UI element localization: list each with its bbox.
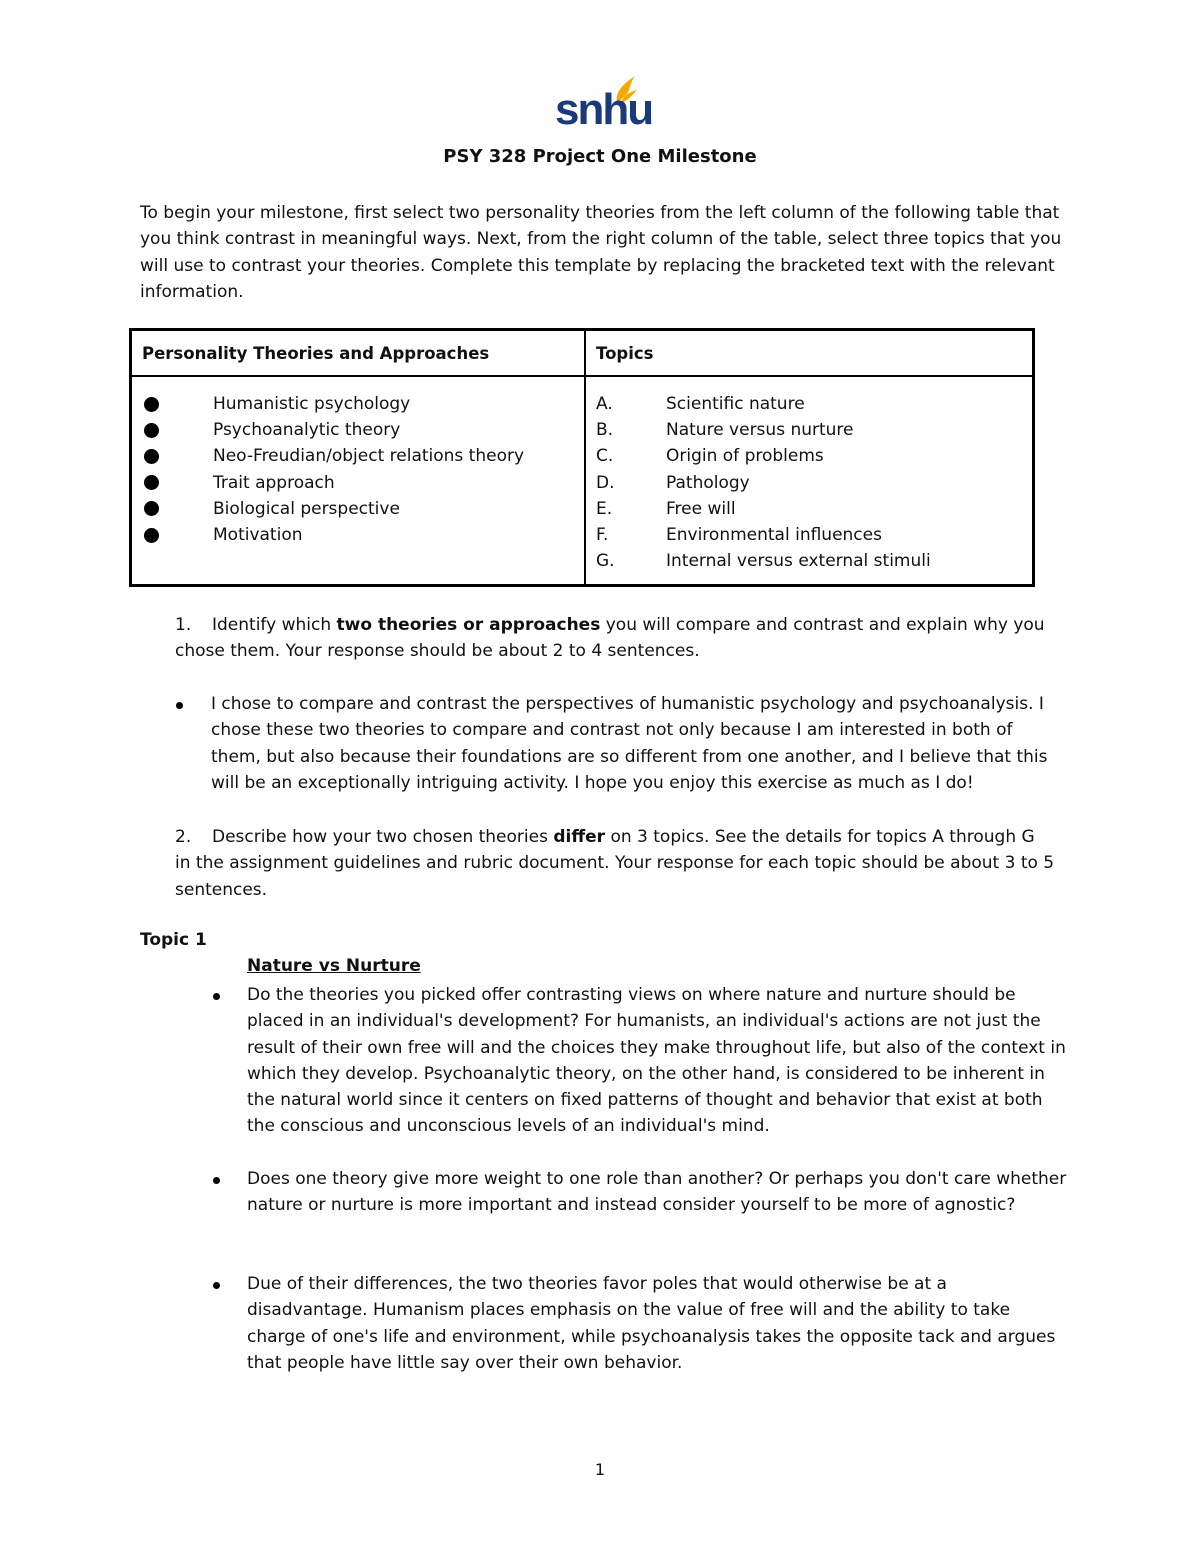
list-item: C. Origin of problems xyxy=(596,446,824,467)
bullet-icon xyxy=(144,475,159,490)
list-item: D. Pathology xyxy=(596,472,750,493)
bullet-icon xyxy=(144,449,159,464)
topic-1-bullet-3: Due of their differences, the two theories favor poles that would otherwise be at a disadvantage. Humanism places emphasis on the value of free will and the ability to take charge of one's life and environment, while psychoanalysis takes the opposite tack and argues that people have little say over their own behavior. xyxy=(247,1274,1056,1373)
topics-cell xyxy=(585,376,1034,586)
bullet-icon xyxy=(210,1272,222,1289)
list-item: F. Environmental influences xyxy=(596,525,882,546)
theories-cell xyxy=(131,376,586,586)
snhu-logo xyxy=(555,74,653,134)
bullet-icon xyxy=(144,528,159,543)
question-2: 2. Describe how your two chosen theories differ on 3 topics. See the details for topics A through G in the assignment guidelines and rubric document. Your response for each topic should be about 3 to 5 sentences. xyxy=(175,827,1055,900)
list-item: E. Free will xyxy=(596,498,736,519)
bullet-icon xyxy=(173,692,185,709)
bullet-icon xyxy=(144,423,159,438)
bullet-icon xyxy=(144,501,159,516)
topic-1-bullet-2: Does one theory give more weight to one role than another? Or perhaps you don't care whether nature or nurture is more important and instead consider yourself to be more of agnostic? xyxy=(247,1169,1067,1216)
question-1: 1. Identify which two theories or approaches you will compare and contrast and explain why you chose them. Your response should be about 2 to 4 sentences. xyxy=(175,615,1045,662)
list-item: Trait approach xyxy=(142,470,574,496)
topic-1-heading: Topic 1 xyxy=(140,930,207,950)
page-title: PSY 328 Project One Milestone xyxy=(443,146,757,167)
list-item: Neo-Freudian/object relations theory xyxy=(142,443,574,469)
theories-topics-table xyxy=(129,328,1035,587)
bullet-icon xyxy=(144,397,159,412)
logo-wordmark: snhu xyxy=(555,85,653,134)
bullet-icon xyxy=(210,983,222,1000)
table-header-theories: Personality Theories and Approaches xyxy=(131,330,586,377)
topic-1-subheading: Nature vs Nurture xyxy=(247,956,421,976)
answer-1: I chose to compare and contrast the perspectives of humanistic psychology and psychoanalysis. I chose these two theories to compare and contrast not only because I am interested in both of them, but also because their foundations are so different from one another, and I believe that this will be an exceptionally intriguing activity. I hope you enjoy this exercise as much as I do! xyxy=(211,694,1048,793)
list-item: Biological perspective xyxy=(142,496,574,522)
topic-1-bullet-1: Do the theories you picked offer contrasting views on where nature and nurture should be placed in an individual's development? For humanists, an individual's actions are not just the result of their own free will and the choices they make throughout life, but also of the context in which they develop. Psychoanalytic theory, on the other hand, is considered to be inherent in the natural world since it centers on fixed patterns of thought and behavior that exist at both the conscious and unconscious levels of an individual's mind. xyxy=(247,985,1066,1137)
list-item: B. Nature versus nurture xyxy=(596,420,854,441)
list-item: Humanistic psychology xyxy=(142,391,574,417)
table-header-topics: Topics xyxy=(585,330,1034,377)
list-item: Psychoanalytic theory xyxy=(142,417,574,443)
list-item: Motivation xyxy=(142,522,574,548)
list-item: G. Internal versus external stimuli xyxy=(596,551,931,572)
intro-paragraph: To begin your milestone, first select two personality theories from the left column of the following table that you think contrast in meaningful ways. Next, from the right column of the table, select three topics that you will use to contrast your theories. Complete this template by replacing the bracketed text with the relevant information. xyxy=(140,203,1062,302)
list-item: A. Scientific nature xyxy=(596,394,805,415)
bullet-icon xyxy=(210,1167,222,1184)
page-number: 1 xyxy=(594,1460,606,1479)
